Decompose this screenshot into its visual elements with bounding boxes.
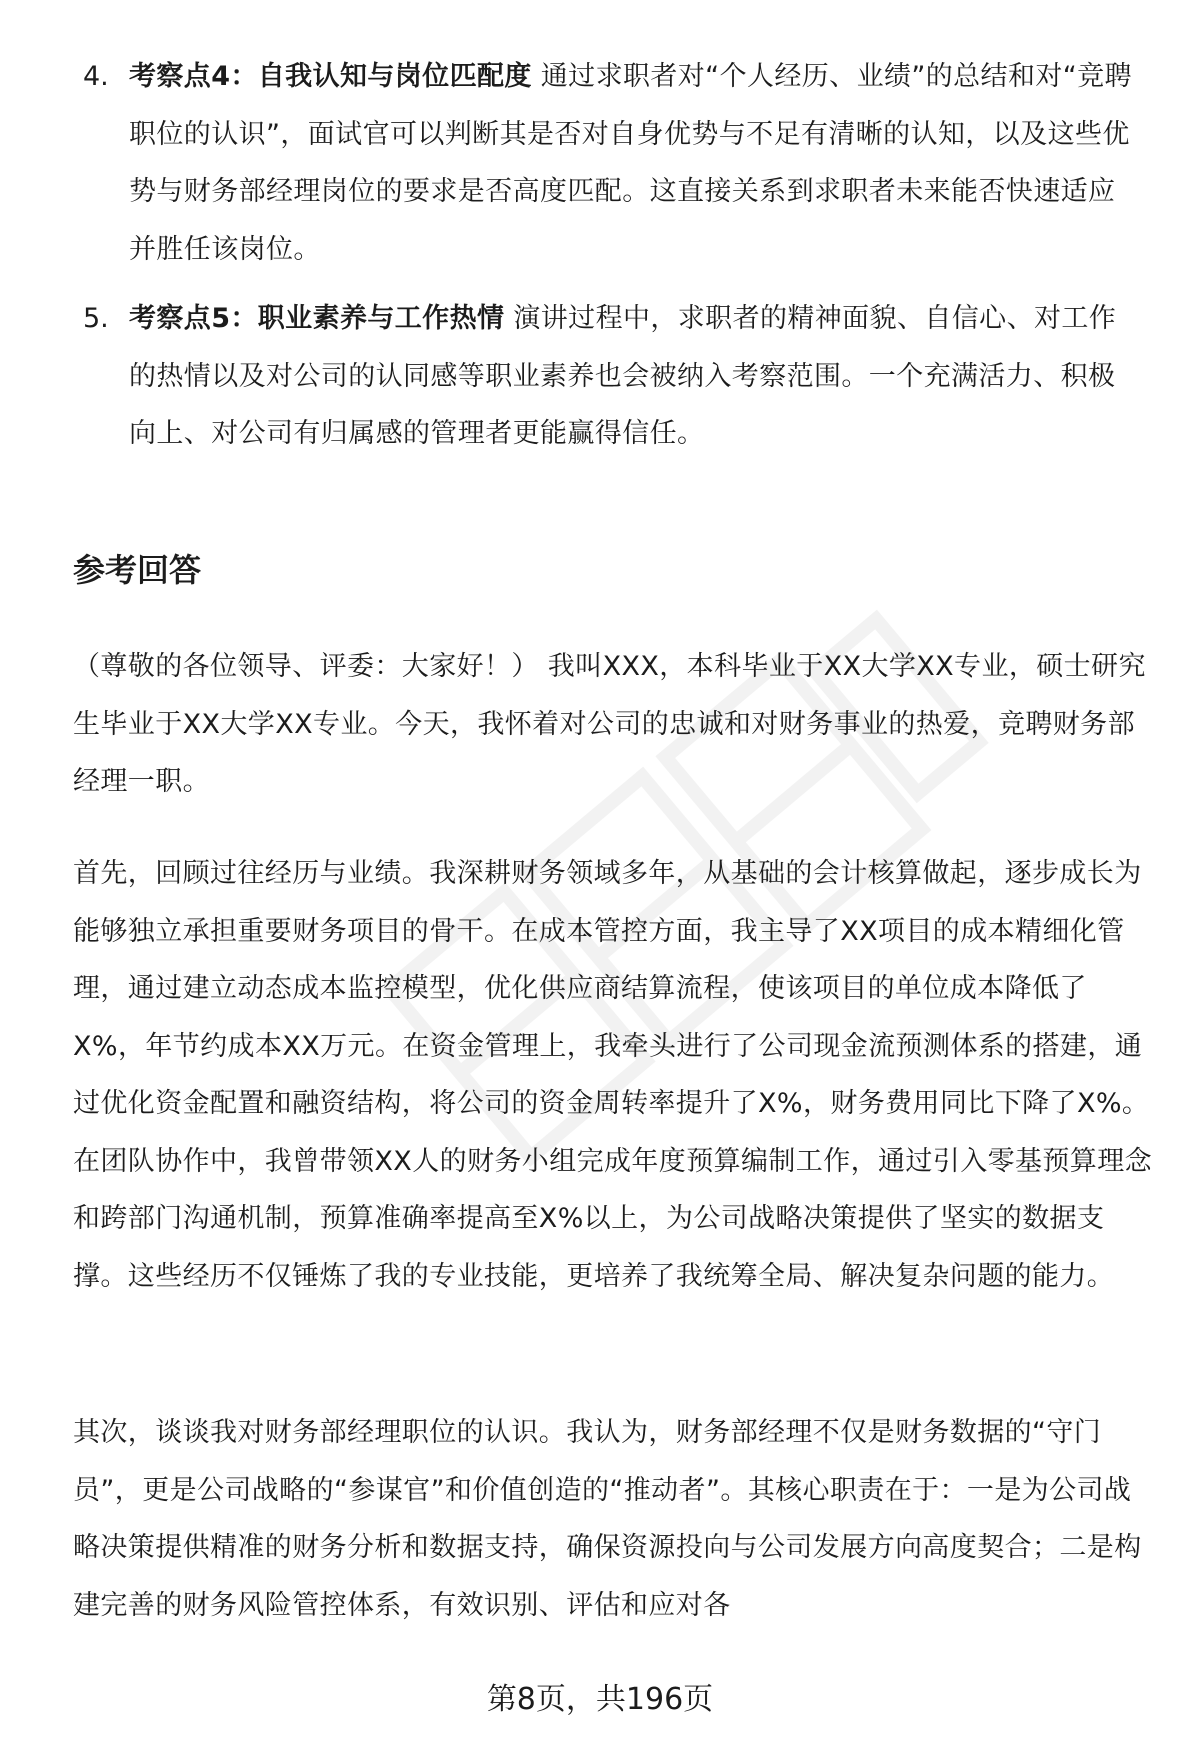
list-item-number: 5. [83,303,109,334]
list-item-number: 4. [83,61,109,92]
page-footer: 第8页，共196页 [486,1682,714,1717]
paragraph-intro: （尊敬的各位领导、评委：大家好！） 我叫XXX，本科毕业于XX大学XX专业，硕士研究生毕业于XX大学XX专业。今天，我怀着对公司的忠诚和对财务事业的热爱，竞聘财务部经理一职。 [73,651,1146,797]
list-item-title: 考察点5：职业素养与工作热情 [129,303,505,334]
list-item-title: 考察点4：自我认知与岗位匹配度 [129,61,532,92]
list-item-text [129,48,1139,278]
list-item-body: 演讲过程中，求职者的精神面貌、自信心、对工作的热情以及对公司的认同感等职业素养也会被纳入考察范围。一个充满活力、积极向上、对公司有归属感的管理者更能赢得信任。 [129,303,1117,449]
paragraph-experience: 首先，回顾过往经历与业绩。我深耕财务领域多年，从基础的会计核算做起，逐步成长为能够独立承担重要财务项目的骨干。在成本管控方面，我主导了XX项目的成本精细化管理，通过建立动态成本监控模型，优化供应商结算流程，使该项目的单位成本降低了X%，年节约成本XX万元。在资金管理上，我牵头进行了公司现金流预测体系的搭建，通过优化资金配置和融资结构，将公司的资金周转率提升了X%，财务费用同比下降了X%。在团队协作中，我曾带领XX人的财务小组完成年度预算编制工作，通过引入零基预算理念和跨部门沟通机制，预算准确率提高至X%以上，为公司战略决策提供了坚实的数据支撑。这些经历不仅锤炼了我的专业技能，更培养了我统筹全局、解决复杂问题的能力。 [73,858,1152,1292]
paragraph-role-understanding: 其次，谈谈我对财务部经理职位的认识。我认为，财务部经理不仅是财务数据的“守门员”，更是公司战略的“参谋官”和价值创造的“推动者”。其核心职责在于：一是为公司战略决策提供精准的财务分析和数据支持，确保资源投向与公司发展方向高度契合；二是构建完善的财务风险管控体系，有效识别、评估和应对各 [73,1417,1142,1621]
list-item-body: 通过求职者对“个人经历、业绩”的总结和对“竞聘职位的认识”，面试官可以判断其是否对自身优势与不足有清晰的认知，以及这些优势与财务部经理岗位的要求是否高度匹配。这直接关系到求职者未来能否快速适应并胜任该岗位。 [129,61,1132,265]
section-heading: 参考回答 [73,551,202,589]
list-item-text [129,290,1139,463]
